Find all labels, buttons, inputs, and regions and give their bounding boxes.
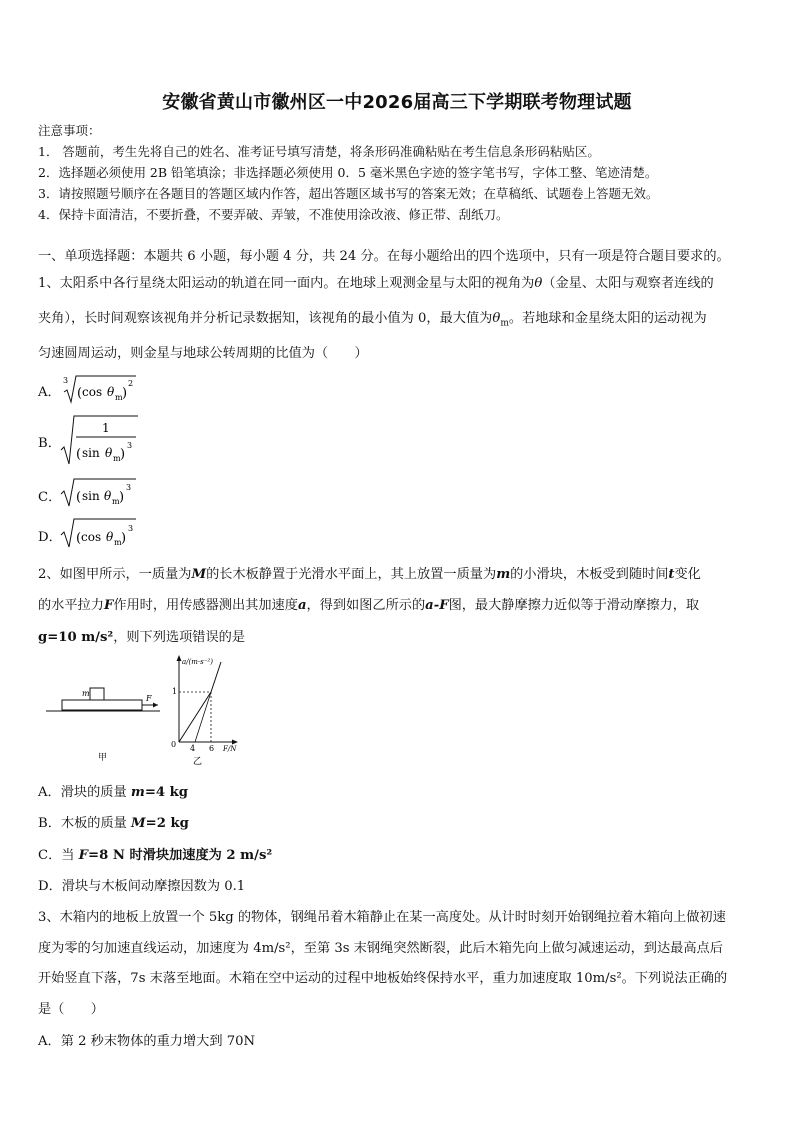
svg-text:m: m	[112, 497, 120, 506]
option-label: B．	[38, 436, 61, 451]
svg-text:3: 3	[63, 376, 69, 385]
q1-line3: 匀速圆周运动，则金星与地球公转周期的比值为（ ）	[38, 346, 368, 361]
svg-text:a/(m·s⁻²): a/(m·s⁻²)	[182, 658, 213, 666]
q2-option-a: A．滑块的质量 m=4 kg	[38, 785, 189, 800]
theta-symbol: θ	[534, 276, 543, 291]
svg-text:θ: θ	[105, 446, 113, 460]
svg-text:(: (	[76, 447, 82, 462]
q2-line3: g=10 m/s²，则下列选项错误的是	[38, 630, 246, 645]
graph-line-segment	[179, 692, 211, 742]
svg-text:m: m	[114, 538, 122, 547]
svg-text:): )	[119, 490, 125, 505]
q3-line2: 度为零的匀加速直线运动，加速度为 4m/s²，至第 3s 末钢绳突然断裂，此后木箱先向上做匀减速运动，到达最高点后	[38, 941, 723, 956]
option-b-formula	[60, 414, 144, 468]
svg-text:甲: 甲	[98, 753, 108, 763]
option-c-formula	[60, 476, 142, 508]
theta-symbol: θ	[492, 311, 501, 326]
graph-extension-line	[195, 692, 211, 742]
svg-text:m: m	[113, 454, 121, 463]
svg-text:(: (	[77, 386, 83, 401]
q3-line3: 开始竖直下落，7s 末落至地面。木箱在空中运动的过程中地板始终保持水平，重力加速度取 10m/s²。下列说法正确的	[38, 971, 728, 986]
svg-text:m: m	[82, 689, 90, 698]
notice-item: 1． 答题前，考生先将自己的姓名、准考证号填写清楚，将条形码准确粘贴在考生信息条形码粘贴区。	[38, 144, 600, 159]
svg-text:(: (	[76, 531, 82, 546]
q3-line4: 是（ ）	[38, 1002, 104, 1017]
option-d-formula	[60, 516, 142, 550]
svg-text:6: 6	[209, 744, 215, 753]
notice-item: 4．保持卡面清洁，不要折叠，不要弄破、弄皱，不准使用涂改液、修正带、刮纸刀。	[38, 207, 509, 222]
svg-text:2: 2	[128, 379, 134, 388]
svg-text:F/N: F/N	[223, 745, 237, 753]
svg-text:sin: sin	[82, 446, 100, 460]
svg-text:3: 3	[127, 441, 133, 450]
svg-text:): )	[120, 447, 126, 462]
option-label: C．	[38, 490, 62, 505]
q1-line1: 1、太阳系中各行星绕太阳运动的轨道在同一面内。在地球上观测金星与太阳的视角为θ（金星、太阳与观察者连线的	[38, 276, 714, 291]
q2-line1: 2、如图甲所示，一质量为M的长木板静置于光滑水平面上，其上放置一质量为m的小滑块，木板受到随时间t变化	[38, 567, 701, 582]
svg-text:θ: θ	[106, 530, 114, 544]
svg-text:cos: cos	[82, 385, 103, 399]
svg-text:3: 3	[128, 524, 134, 533]
svg-text:4: 4	[190, 744, 196, 753]
figure-yi-graph	[163, 652, 253, 770]
svg-text:m: m	[115, 393, 123, 402]
notice-item: 2．选择题必须使用 2B 铅笔填涂；非选择题必须使用 0．5 毫米黑色字迹的签字笔书写，字体工整、笔迹清楚。	[38, 165, 658, 180]
board-rect	[62, 700, 142, 710]
section-heading: 一、单项选择题：本题共 6 小题，每小题 4 分，共 24 分。在每小题给出的四个选项中，只有一项是符合题目要求的。	[38, 249, 730, 264]
svg-text:(: (	[76, 490, 82, 505]
svg-text:0: 0	[171, 740, 177, 749]
q2-option-d: D．滑块与木板间动摩擦因数为 0.1	[38, 879, 246, 894]
q3-option-a: A．第 2 秒末物体的重力增大到 70N	[38, 1034, 256, 1049]
q2-option-c: C．当 F=8 N 时滑块加速度为 2 m/s²	[38, 848, 273, 863]
svg-text:乙: 乙	[193, 757, 203, 767]
q3-line1: 3、木箱内的地板上放置一个 5kg 的物体，钢绳吊着木箱静止在某一高度处。从计时时刻开始钢绳拉着木箱向上做初速	[38, 910, 726, 925]
graph-line-segment	[211, 662, 221, 692]
svg-text:): )	[121, 531, 127, 546]
svg-text:1: 1	[102, 421, 110, 435]
notice-item: 3．请按照题号顺序在各题目的答题区域内作答，超出答题区域书写的答案无效；在草稿纸、试题卷上答题无效。	[38, 186, 659, 201]
q2-option-b: B．木板的质量 M=2 kg	[38, 816, 189, 831]
svg-text:cos: cos	[81, 530, 102, 544]
slider-block	[90, 688, 104, 700]
notice-heading: 注意事项：	[38, 123, 101, 138]
figure-jia	[40, 676, 170, 766]
svg-text:sin: sin	[82, 489, 100, 503]
svg-text:1: 1	[172, 687, 178, 696]
svg-text:F: F	[146, 694, 152, 703]
page-title: 安徽省黄山市徽州区一中2026届高三下学期联考物理试题	[162, 92, 632, 113]
svg-text:3: 3	[126, 483, 132, 492]
option-a-formula	[62, 372, 142, 406]
svg-text:θ: θ	[107, 385, 115, 399]
svg-text:θ: θ	[104, 489, 112, 503]
option-label: A．	[38, 385, 61, 400]
q2-line2: 的水平拉力F作用时，用传感器测出其加速度a，得到如图乙所示的a-F图，最大静摩擦力近似等于滑动摩擦力，取	[38, 598, 700, 613]
svg-text:): )	[122, 386, 128, 401]
option-label: D．	[38, 530, 62, 545]
q1-line2: 夹角），长时间观察该视角并分析记录数据知，该视角的最小值为 0，最大值为$\theta_m$。若地球和金星绕太阳的运动视为	[38, 311, 707, 329]
